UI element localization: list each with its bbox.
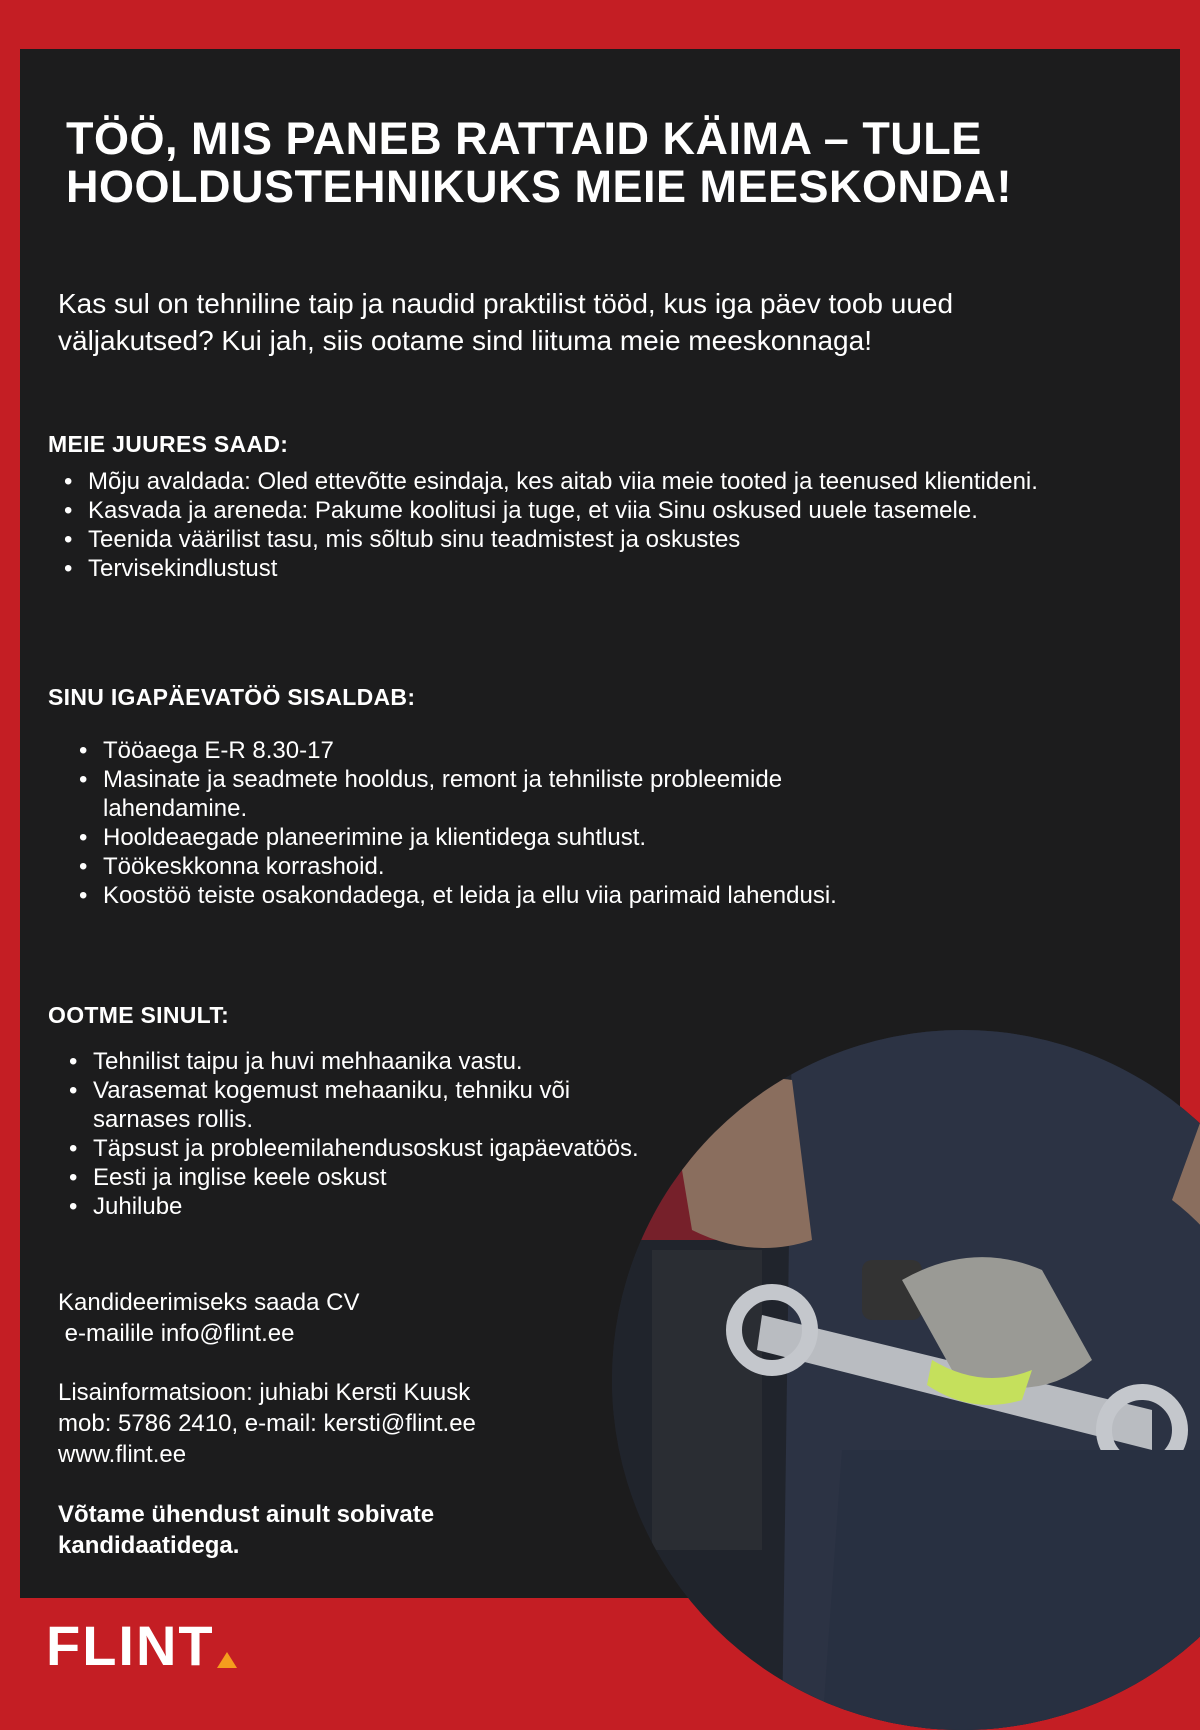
section-heading-requirements: OOTME SINULT: — [48, 1002, 230, 1028]
section-heading-daily-work: SINU IGAPÄEVATÖÖ SISALDAB: — [48, 684, 416, 710]
list-item: • Tööaega E-R 8.30-17 — [103, 736, 903, 765]
list-item: • Hooldeaegade planeerimine ja klientidega suhtlust. — [103, 823, 903, 852]
notice-line-2: kandidaatidega. — [58, 1532, 240, 1559]
list-item: • Teenida väärilist tasu, mis sõltub sinu teadmistest ja oskustes — [88, 525, 1148, 554]
contact-website: www.flint.ee — [58, 1441, 187, 1468]
page-title: TÖÖ, MIS PANEB RATTAID KÄIMA – TULE HOOLDUSTEHNIKUKS MEIE MEESKONDA! — [66, 113, 1013, 212]
list-item: • Juhilube — [93, 1192, 653, 1221]
section-heading-benefits: MEIE JUURES SAAD: — [48, 431, 289, 457]
list-item: • Mõju avaldada: Oled ettevõtte esindaja, kes aitab viia meie tooted ja teenused klientideni. — [88, 467, 1148, 496]
requirements-list — [93, 1047, 653, 1221]
apply-line-1: Kandideerimiseks saada CV — [58, 1289, 360, 1316]
list-item: • Eesti ja inglise keele oskust — [93, 1163, 653, 1192]
daily-work-list — [103, 736, 903, 910]
contact-line-1: Lisainformatsioon: juhiabi Kersti Kuusk — [58, 1379, 471, 1406]
list-item: • Kasvada ja areneda: Pakume koolitusi ja tuge, et viia Sinu oskused uuele tasemele. — [88, 496, 1148, 525]
notice-line-1: Võtame ühendust ainult sobivate — [58, 1501, 435, 1528]
list-item: • Koostöö teiste osakondadega, et leida ja ellu viia parimaid lahendusi. — [103, 881, 903, 910]
list-item: • Varasemat kogemust mehaaniku, tehniku või sarnases rollis. — [93, 1076, 653, 1134]
apply-line-2: e-mailile info@flint.ee — [58, 1320, 295, 1347]
flint-logo — [46, 1614, 237, 1677]
intro-paragraph: Kas sul on tehniline taip ja naudid praktilist tööd, kus iga päev toob uued väljakutsed? Kui jah, siis ootame sind liituma meie meeskonnaga! — [58, 288, 954, 356]
benefits-list — [88, 467, 1148, 583]
list-item: • Masinate ja seadmete hooldus, remont ja tehniliste probleemide lahendamine. — [103, 765, 903, 823]
logo-text: FLINT — [46, 1614, 215, 1677]
list-item: • Töökeskkonna korrashoid. — [103, 852, 903, 881]
contact-line-2: mob: 5786 2410, e-mail: kersti@flint.ee — [58, 1410, 476, 1437]
list-item: • Tervisekindlustust — [88, 554, 1148, 583]
logo-triangle-icon — [217, 1652, 237, 1668]
list-item: • Tehnilist taipu ja huvi mehhaanika vastu. — [93, 1047, 653, 1076]
list-item: • Täpsust ja probleemilahendusoskust igapäevatöös. — [93, 1134, 653, 1163]
